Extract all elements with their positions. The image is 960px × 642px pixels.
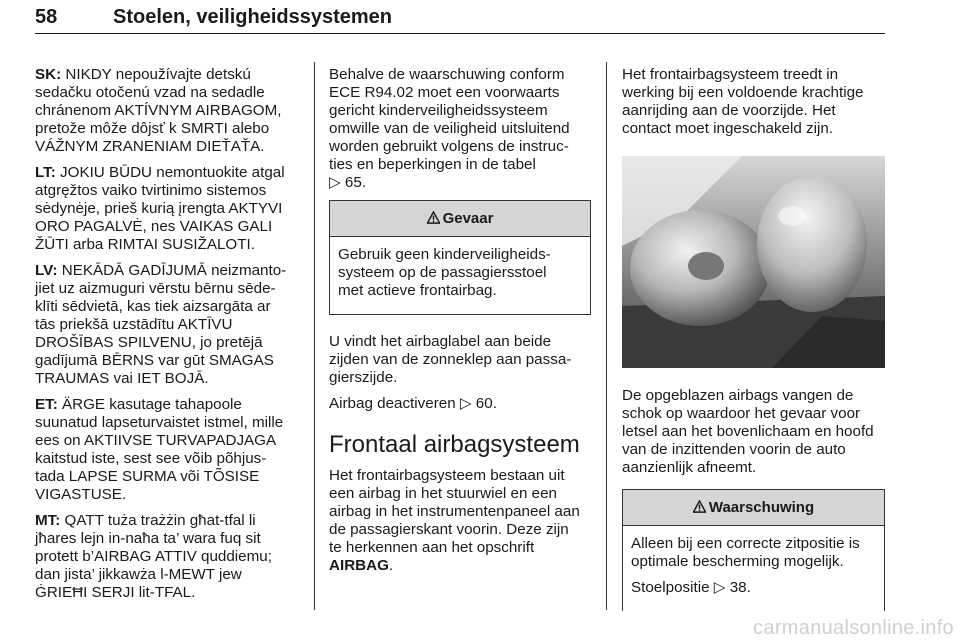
page-title: Stoelen, veiligheidssystemen bbox=[113, 6, 392, 28]
seat-position-line: Stoelpositie ▷ 38. bbox=[631, 579, 751, 596]
ece-paragraph: Behalve de waarschuwing conform ECE R94.02 moet een voorwaarts gericht kinderveiligheidssysteem omwille van de veiligheid uitsluitend worden gebruikt volgens de instruc- ties en beperkingen in de tabel ▷ 65. bbox=[329, 66, 570, 191]
page-reference-icon: ▷ bbox=[713, 579, 726, 596]
danger-box-title: Gevaar bbox=[442, 210, 494, 227]
column-divider-2 bbox=[606, 62, 607, 610]
warning-lt: LT: JOKIU BŪDU nemontuokite atgal atgręžtos vaiko tvirtinimo sistemos sėdynėje, prieš kurią įrengta AKTYVI ORO PAGALVĖ, nes VAIKAS GALI ŽŪTI arba RIMTAI SUSIŽALOTI. bbox=[35, 164, 285, 253]
ref-link-60[interactable]: 60. bbox=[475, 395, 497, 412]
page-reference-icon: ▷ bbox=[329, 174, 341, 191]
ref-link-38[interactable]: 38. bbox=[729, 579, 751, 596]
airbag-marking: AIRBAG bbox=[329, 557, 389, 574]
column-3 bbox=[622, 66, 885, 611]
warning-lv: LV: NEKĀDĀ GADĪJUMĀ neizmanto- jiet uz aizmuguri vērstu bērnu sēde- klīti sēdvietā, kas tiek aizsargāta ar tās priekšā uzstādītu AKTĪVU DROŠĪBAS SPILVENU, jo pretējā gadījumā BĒRNS var gūt SMAGAS TRAUMAS vai IET BOJĀ. bbox=[35, 262, 287, 387]
warning-triangle-icon bbox=[693, 500, 706, 513]
ref-link-65[interactable]: 65. bbox=[344, 174, 367, 191]
warning-box-header bbox=[623, 490, 884, 526]
column-2 bbox=[329, 66, 591, 583]
deactivate-paragraph: Airbag deactiveren ▷ 60. bbox=[329, 395, 497, 412]
warning-box bbox=[622, 489, 885, 611]
column-divider-1 bbox=[314, 62, 315, 610]
inflated-paragraph: De opgeblazen airbags vangen de schok op waardoor het gevaar voor letsel aan het bovenlichaam en hoofd van de inzittenden voorin de auto aanzienlijk afneemt. bbox=[622, 387, 874, 476]
header-rule bbox=[35, 33, 885, 34]
warning-mt: MT: QATT tuża trażżin għat-tfal li jħares lejn in-naħa ta’ wara fuq sit protett b’AIRBAG ATTIV quddiemu; dan jista’ jikkawża l-MEWT jew ĠRIEĦI SERJI lit-TFAL. bbox=[35, 512, 272, 601]
watermark: carmanualsonline.info bbox=[753, 617, 954, 639]
warning-box-body: Alleen bij een correcte zitpositie is optimale bescherming mogelijk. Stoelpositie ▷ 38. bbox=[623, 526, 884, 611]
page-reference-icon: ▷ bbox=[459, 395, 472, 412]
airbag-label-paragraph: U vindt het airbaglabel aan beide zijden van de zonneklep aan passa- gierszijde. bbox=[329, 333, 572, 386]
danger-box-header bbox=[330, 201, 590, 237]
warning-triangle-icon bbox=[427, 211, 440, 224]
trigger-paragraph: Het frontairbagsysteem treedt in werking bij een voldoende krachtige aanrijding aan de voorzijde. Het contact moet ingeschakeld zijn. bbox=[622, 66, 864, 137]
warning-et: ET: ÄRGE kasutage tahapoole suunatud lapseturvaistet istmel, mille ees on AKTIIVSE TURVAPADJAGA kaitstud iste, sest see võib põhjus- tada LAPSE SURMA või TÕSISE VIGASTUSE. bbox=[35, 396, 284, 503]
column-1 bbox=[35, 66, 305, 610]
system-paragraph: Het frontairbagsysteem bestaan uit een airbag in het stuurwiel en een airbag in het instrumentenpaneel aan de passagierskant voorin. Deze zijn te herkennen aan het opschrift AIRBAG. bbox=[329, 467, 580, 574]
page-number: 58 bbox=[35, 6, 58, 28]
danger-box bbox=[329, 200, 591, 315]
airbag-photo bbox=[622, 156, 885, 368]
warning-box-title: Waarschuwing bbox=[708, 499, 815, 516]
section-heading: Frontaal airbagsysteem bbox=[329, 431, 580, 458]
danger-box-body: Gebruik geen kinderveiligheids- systeem op de passagiersstoel met actieve frontairbag. bbox=[338, 246, 551, 299]
warning-sk: SK: NIKDY nepoužívajte detskú sedačku otočenú vzad na sedadle chránenom AKTÍVNYM AIRBAGOM, pretože môže dôjsť k SMRTI alebo VÁŽNYM ZRANENIAM DIEŤAŤA. bbox=[35, 66, 282, 155]
